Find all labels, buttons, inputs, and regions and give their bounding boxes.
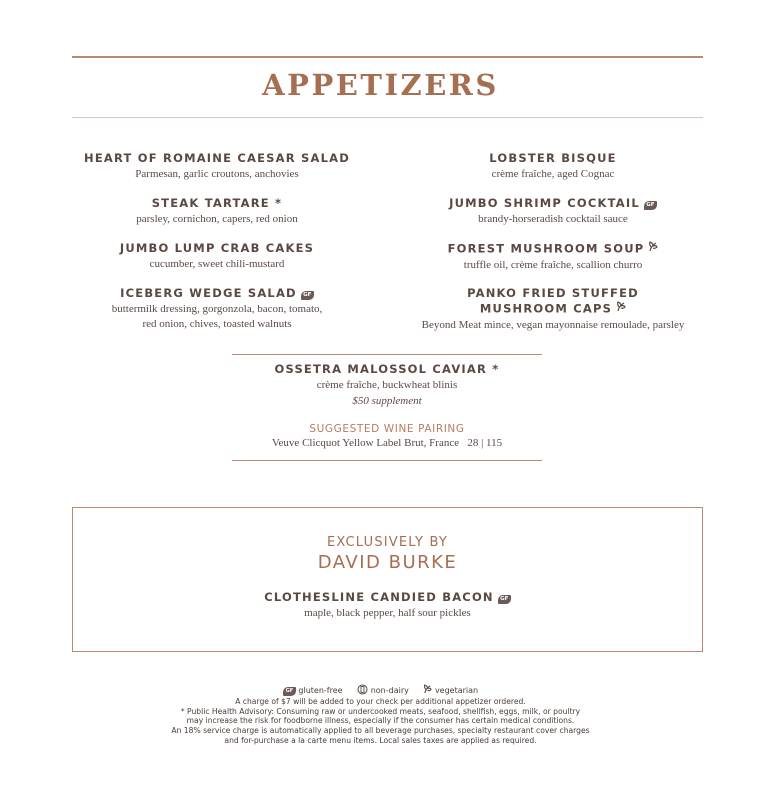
menu-item-caviar [232,362,542,451]
menu-item-crab-cakes [72,241,362,272]
menu-item-caesar-salad [72,151,362,182]
title-underline [72,117,703,118]
footnote-line: An 18% service charge is automatically applied to all beverage purchases, specialty restaurant cover charges [171,726,590,736]
exclusive-label: EXCLUSIVELY BY [326,535,449,550]
dietary-legend [0,684,761,696]
footnote-line: may increase the risk for foodborne illness, especially if the consumer has certain medical conditions. [186,716,575,726]
footnote-line: A charge of $7 will be added to your check per additional appetizer ordered. [235,697,526,706]
menu-item-lobster-bisque [403,151,703,182]
wine-pairing-heading: SUGGESTED WINE PAIRING [309,423,465,435]
wine-pairing: Veuve Clicquot Yellow Label Brut, France 28 | 115 [271,437,503,449]
item-description: maple, black pepper, half sour pickles [304,607,471,619]
item-name: JUMBO LUMP CRAB CAKES [119,241,315,255]
item-name: CLOTHESLINE CANDIED BACON [264,590,494,604]
item-description: cucumber, sweet chili-mustard [149,258,285,270]
item-description: Beyond Meat mince, vegan mayonnaise remoulade, parsley [421,319,685,331]
item-description-line2: red onion, chives, toasted walnuts [142,318,292,330]
vegetarian-icon [423,684,432,694]
non-dairy-icon [357,684,368,695]
section-title: APPETIZERS [262,68,499,102]
item-name: LOBSTER BISQUE [489,151,617,165]
item-description: truffle oil, crème fraîche, scallion churro [463,259,643,271]
legend-vegetarian: vegetarian [434,686,479,695]
item-description: parsley, cornichon, capers, red onion [136,213,298,225]
item-description: brandy-horseradish cocktail sauce [478,213,628,225]
item-description: crème fraîche, aged Cognac [491,168,615,180]
supplement-price: $50 supplement [352,395,422,407]
legend-non-dairy: non-dairy [370,686,409,695]
item-name: FOREST MUSHROOM SOUP [447,241,645,256]
item-description-line1: buttermilk dressing, gorgonzola, bacon, tomato, [111,303,323,315]
item-description: Parmesan, garlic croutons, anchovies [135,168,299,180]
exclusive-box [72,507,703,652]
footnote-line: * Public Health Advisory: Consuming raw or undercooked meats, seafood, shellfish, eggs, milk, or poultry [180,706,581,716]
caviar-top-rule [232,354,542,355]
footnotes [0,697,761,746]
chef-name: DAVID BURKE [317,552,458,573]
caviar-bottom-rule [232,460,542,461]
menu-item-shrimp-cocktail [403,196,703,227]
item-name: OSSETRA MALOSSOL CAVIAR * [274,362,500,376]
gluten-free-icon: GF [301,286,314,301]
gluten-free-icon: GF [283,687,296,696]
item-name-line1: PANKO FRIED STUFFED [467,286,639,300]
gluten-free-icon: GF [644,196,657,211]
menu-item-steak-tartare [72,196,362,227]
item-name: ICEBERG WEDGE SALAD [120,286,297,300]
item-description: crème fraîche, buckwheat blinis [316,379,458,391]
item-name: HEART OF ROMAINE CAESAR SALAD [84,151,350,165]
top-rule [72,56,703,58]
gluten-free-icon: GF [498,590,511,605]
vegetarian-icon [648,241,658,257]
menu-item-mushroom-soup [403,241,703,273]
menu-item-iceberg-wedge [72,286,362,332]
menu-item-stuffed-mushroom-caps [403,286,703,333]
footnote-line: and for-purchase a la carte menu items. Local sales taxes are applied as required. [224,735,537,745]
legend-gluten-free: gluten-free [298,686,343,695]
item-name: JUMBO SHRIMP COCKTAIL [449,196,640,210]
item-name-line2: MUSHROOM CAPS [479,301,613,316]
item-name: STEAK TARTARE * [151,196,283,210]
vegetarian-icon [616,301,626,317]
